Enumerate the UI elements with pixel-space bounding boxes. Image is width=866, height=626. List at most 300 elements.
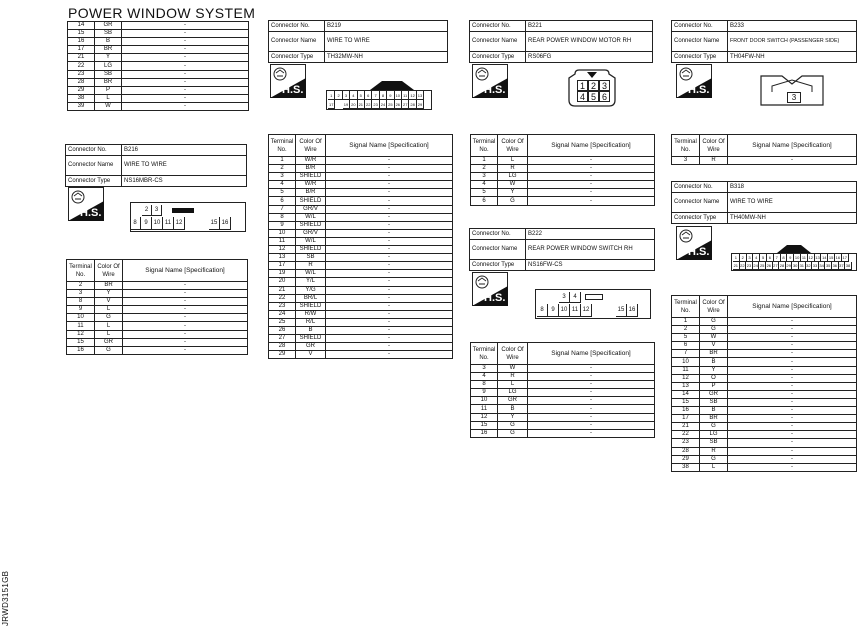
table-row [269,343,453,351]
signal-name-cell: - [326,326,453,334]
signal-name-cell: - [728,407,857,415]
connector-face-b222 [535,289,651,319]
connector-type-label: Connector Type [470,52,526,63]
col-terminal-no: Terminal No. [471,135,498,157]
col-signal-name: Signal Name [Specification] [728,135,857,157]
connector-name-label: Connector Name [269,32,325,52]
table-row [68,86,249,94]
connector-info-b233 [671,20,857,63]
table-row [269,197,453,205]
page-title: POWER WINDOW SYSTEM [68,5,256,21]
signal-name-cell: - [326,270,453,278]
pin-label: 3 [559,292,570,303]
signal-name-cell: - [123,322,248,330]
connector-no-value: B216 [122,145,247,156]
pin-label: 11 [402,91,409,100]
table-row [471,413,655,421]
terminal-no-cell: 3 [269,173,296,181]
terminal-no-cell: 27 [269,335,296,343]
table-row [672,415,857,423]
table-row [471,429,655,437]
terminal-no-cell: 15 [67,338,95,346]
terminal-no-cell: 22 [269,294,296,302]
terminal-no-cell: 4 [269,181,296,189]
pin-label: 28 [410,102,415,107]
terminal-no-cell: 9 [269,221,296,229]
wire-color-cell: GR/V [296,229,326,237]
col-wire-color: Color Of Wire [700,296,728,318]
terminal-no-cell: 3 [471,173,498,181]
terminal-no-cell: 4 [471,373,498,381]
pin-label: 29 [786,263,791,268]
table-row [67,338,248,346]
hs-label: H.S. [282,84,304,96]
signal-name-cell: - [728,431,857,439]
wire-color-cell: BR [95,46,122,54]
terminal-no-cell: 16 [68,38,95,46]
terminal-no-cell: 2 [672,326,700,334]
wire-color-cell: BR [700,350,728,358]
pin-label: 28 [779,263,785,268]
wire-color-cell: W [95,102,122,110]
connector-name-label: Connector Name [66,156,122,176]
table-row [672,318,857,326]
connector-name-value: WIRE TO WIRE [325,32,448,52]
table-row [68,46,249,54]
terminal-no-cell: 5 [672,334,700,342]
pin-label: 31 [799,263,805,268]
wire-color-cell: B [700,358,728,366]
wire-color-cell: SB [95,30,122,38]
table-row [672,431,857,439]
terminal-no-cell: 25 [269,318,296,326]
pin-label: 12 [808,255,813,260]
table-row [672,439,857,447]
connector-info-b219 [268,20,448,63]
table-row [269,157,453,165]
col-wire-color: Color Of Wire [700,135,728,157]
terminal-no-cell: 8 [269,213,296,221]
signal-name-cell: - [326,310,453,318]
wire-color-cell: R [498,373,528,381]
connector-type-value: TH40MW-NH [728,213,857,224]
signal-name-cell: - [528,365,655,373]
table-row [269,173,453,181]
wire-color-cell: Y/G [296,286,326,294]
pin-label: 4 [350,91,357,100]
pin-label: 38 [845,263,851,268]
wire-color-cell: B/R [296,189,326,197]
wire-color-cell: B [296,326,326,334]
terminal-no-cell: 16 [672,407,700,415]
connector-no-value: B219 [325,21,448,32]
connector-info-b222 [469,228,655,271]
wire-color-cell: SHIELD [296,197,326,205]
table-row [269,165,453,173]
signal-name-cell: - [528,189,655,197]
terminal-no-cell: 23 [672,439,700,447]
connector-name-label: Connector Name [470,240,526,260]
table-row [672,455,857,463]
pin-label: 15 [616,304,627,317]
table-row [269,221,453,229]
wire-color-cell: O [700,374,728,382]
terminal-no-cell: 21 [269,286,296,294]
signal-name-cell: - [528,397,655,405]
table-row [471,381,655,389]
pin-label: 7 [774,254,781,262]
pin-label: 2 [588,80,599,91]
wire-color-cell: G [700,318,728,326]
wire-color-cell: Y/L [296,278,326,286]
signal-name-cell: - [326,262,453,270]
pin-label: 8 [537,304,548,317]
pin-label: 9 [548,304,559,317]
wire-color-cell: BR [95,282,123,290]
pin-label: 22 [740,263,745,268]
wire-color-cell: G [498,429,528,437]
connector-name-label: Connector Name [672,32,728,52]
connector-type-label: Connector Type [66,176,122,187]
terminal-no-cell: 39 [68,102,95,110]
table-row [471,157,655,165]
wire-color-cell: G [498,421,528,429]
pin-label: 4 [577,91,588,102]
table-row [672,382,857,390]
wire-color-cell: GR [95,338,123,346]
connector-info-b221 [469,20,653,63]
hs-harness-side-icon [472,64,508,98]
connector-name-value: WIRE TO WIRE [122,156,247,176]
pin-label: 29 [417,102,423,107]
signal-name-cell: - [326,351,453,359]
pin-label: 6 [767,254,774,262]
wire-color-cell: GR [296,343,326,351]
pin-label: 1 [577,80,588,91]
pin-label: 10 [794,255,800,260]
table-row [471,365,655,373]
pin-label: 3 [747,254,754,262]
pin-label: 4 [753,254,760,262]
terminal-no-cell: 7 [672,350,700,358]
table-row [269,326,453,334]
pin-label: 5 [588,91,599,102]
signal-name-cell: - [326,237,453,245]
terminal-no-cell: 17 [269,262,296,270]
pin-label: 19 [343,102,349,107]
wire-color-cell: L [95,94,122,102]
col-terminal-no: Terminal No. [471,343,498,365]
table-row [269,205,453,213]
col-wire-color: Color Of Wire [498,135,528,157]
signal-name-cell: - [122,78,249,86]
table-row [269,237,453,245]
table-row [269,302,453,310]
pin-label: 24 [753,263,758,268]
col-wire-color: Color Of Wire [95,260,123,282]
col-wire-color: Color Of Wire [498,343,528,365]
signal-name-cell: - [326,197,453,205]
terminal-no-cell: 28 [269,343,296,351]
pin-label: 13 [417,93,423,98]
pin-label: 15 [828,255,834,260]
wire-color-cell: W/L [296,237,326,245]
col-signal-name: Signal Name [Specification] [326,135,453,157]
terminal-no-cell: 28 [672,447,700,455]
signal-name-cell: - [122,86,249,94]
table-row [269,181,453,189]
wire-color-cell: W/R [296,157,326,165]
signal-name-cell: - [326,213,453,221]
wire-color-cell: L [95,330,123,338]
table-row [471,181,655,189]
table-row [672,398,857,406]
hs-label: H.S. [688,84,710,96]
table-row [471,173,655,181]
signal-name-cell: - [326,165,453,173]
signal-name-cell: - [528,165,655,173]
signal-name-cell: - [326,343,453,351]
signal-name-cell: - [728,447,857,455]
wire-color-cell: Y [498,413,528,421]
wire-color-cell: LG [498,389,528,397]
wire-color-cell: G [700,455,728,463]
terminal-no-cell: 11 [269,237,296,245]
signal-name-cell: - [728,390,857,398]
wire-color-cell: W/R [296,181,326,189]
terminal-no-cell: 10 [67,314,95,322]
terminal-no-cell: 5 [269,189,296,197]
pin-label: 3 [599,80,610,91]
connector-name-label: Connector Name [672,193,728,213]
hs-label: H.S. [484,292,506,304]
pin-label: 10 [395,93,401,98]
signal-name-cell: - [122,30,249,38]
terminal-no-cell: 2 [471,165,498,173]
signal-name-cell: - [123,330,248,338]
wire-color-cell: R/L [296,318,326,326]
wire-color-cell: SB [95,70,122,78]
terminal-no-cell: 10 [269,229,296,237]
terminal-no-cell: 29 [269,351,296,359]
pin-label: 24 [380,102,386,107]
pin-label: 12 [174,217,185,230]
connector-name-label: Connector Name [470,32,526,52]
hs-label: H.S. [688,246,710,258]
pin-label: 17 [328,102,334,107]
pin-label: 34 [819,263,824,268]
terminal-no-cell: 21 [672,423,700,431]
connector-type-label: Connector Type [470,260,526,271]
wire-color-cell: B/R [296,165,326,173]
connector-no-label: Connector No. [66,145,122,156]
terminal-no-cell: 6 [471,197,498,205]
pin-label: 25 [388,102,393,107]
col-terminal-no: Terminal No. [672,135,700,157]
table-row [471,421,655,429]
col-signal-name: Signal Name [Specification] [728,296,857,318]
table-row [68,22,249,30]
terminal-no-cell: 22 [68,62,95,70]
table-row [672,342,857,350]
table-row [269,278,453,286]
wire-color-cell: G [95,346,123,354]
table-row [471,373,655,381]
pin-label: 30 [792,263,798,268]
hs-harness-side-icon [68,187,104,221]
table-row [68,78,249,86]
connector-face-b219 [326,78,446,110]
wire-table-continued [67,21,249,111]
signal-name-cell: - [122,54,249,62]
signal-name-cell: - [728,157,857,165]
signal-name-cell: - [728,350,857,358]
terminal-no-cell: 1 [672,318,700,326]
terminal-no-cell: 15 [471,421,498,429]
wire-color-cell: LG [95,62,122,70]
signal-name-cell: - [528,413,655,421]
signal-name-cell: - [123,314,248,322]
pin-label: 9 [141,217,152,230]
connector-name-value: FRONT DOOR SWITCH (PASSENGER SIDE) [728,32,857,52]
signal-name-cell: - [528,173,655,181]
table-row [269,286,453,294]
pin-label: 2 [740,254,747,262]
signal-name-cell: - [728,318,857,326]
terminal-no-cell: 12 [67,330,95,338]
table-row [269,229,453,237]
terminal-no-cell: 14 [68,22,95,30]
col-signal-name: Signal Name [Specification] [123,260,248,282]
table-row [672,157,857,165]
pin-label: 36 [832,263,838,268]
signal-name-cell: - [728,342,857,350]
pin-label: 13 [815,255,820,260]
wire-color-cell: R [296,262,326,270]
wire-color-cell: BR [95,78,122,86]
wire-color-cell: SHIELD [296,173,326,181]
pin-label: 16 [220,217,231,230]
signal-name-cell: - [528,381,655,389]
table-row [269,318,453,326]
signal-name-cell: - [728,366,857,374]
wire-color-cell: SB [700,439,728,447]
pin-label: 3 [152,205,162,216]
signal-name-cell: - [326,221,453,229]
table-row [269,189,453,197]
pin-label: 5 [760,254,767,262]
signal-name-cell: - [728,334,857,342]
terminal-no-cell: 12 [269,246,296,254]
signal-name-cell: - [728,358,857,366]
pin-label: 10 [152,217,163,230]
locking-tab [585,294,603,300]
connector-no-value: B221 [526,21,653,32]
table-row [67,298,248,306]
table-row [672,358,857,366]
table-row [672,390,857,398]
wire-table-b221 [470,134,655,206]
terminal-no-cell: 15 [68,30,95,38]
terminal-no-cell: 11 [471,405,498,413]
pin-label: 11 [570,304,581,317]
terminal-no-cell: 14 [672,390,700,398]
wire-color-cell: Y [498,189,528,197]
signal-name-cell: - [728,374,857,382]
signal-name-cell: - [728,423,857,431]
table-row [269,270,453,278]
terminal-no-cell: 3 [672,157,700,165]
table-row [471,165,655,173]
connector-type-label: Connector Type [672,213,728,224]
table-row [269,213,453,221]
signal-name-cell: - [326,189,453,197]
signal-name-cell: - [326,286,453,294]
hs-harness-side-icon [472,272,508,306]
wire-color-cell: G [700,326,728,334]
wire-color-cell: GR [95,22,122,30]
signal-name-cell: - [122,38,249,46]
signal-name-cell: - [728,415,857,423]
signal-name-cell: - [528,405,655,413]
wire-color-cell: B [700,407,728,415]
pin-label: 8 [130,217,141,230]
pin-label: 3 [343,91,350,100]
terminal-no-cell: 4 [471,181,498,189]
wire-color-cell: L [498,157,528,165]
wire-table-b222 [470,342,655,438]
signal-name-cell: - [122,22,249,30]
wire-color-cell: BR [700,415,728,423]
connector-name-value: REAR POWER WINDOW SWITCH RH [526,240,655,260]
wire-color-cell: Y [700,366,728,374]
pin-label: 10 [559,304,570,317]
pin-label: 17 [842,255,847,260]
terminal-no-cell: 13 [672,382,700,390]
terminal-no-cell: 10 [471,397,498,405]
table-row [269,310,453,318]
signal-name-cell: - [728,326,857,334]
wire-color-cell: SB [700,398,728,406]
table-row [68,30,249,38]
table-row [672,463,857,471]
wire-color-cell: P [95,86,122,94]
signal-name-cell: - [123,290,248,298]
terminal-no-cell: 16 [471,429,498,437]
signal-name-cell: - [326,294,453,302]
signal-name-cell: - [326,246,453,254]
table-row [672,366,857,374]
terminal-no-cell: 6 [269,197,296,205]
table-row [68,54,249,62]
terminal-no-cell: 8 [67,298,95,306]
signal-name-cell: - [122,94,249,102]
signal-name-cell: - [326,302,453,310]
connector-type-value: NS16FW-CS [526,260,655,271]
connector-info-b318 [671,181,857,224]
terminal-no-cell: 1 [471,157,498,165]
table-row [67,346,248,354]
connector-face-b318 [729,242,859,272]
wire-color-cell: G [700,423,728,431]
wire-color-cell: W/L [296,270,326,278]
terminal-no-cell: 23 [68,70,95,78]
terminal-no-cell: 38 [672,463,700,471]
pin-label: 16 [627,304,638,317]
terminal-no-cell: 20 [269,278,296,286]
connector-type-label: Connector Type [672,52,728,63]
wire-color-cell: G [95,314,123,322]
